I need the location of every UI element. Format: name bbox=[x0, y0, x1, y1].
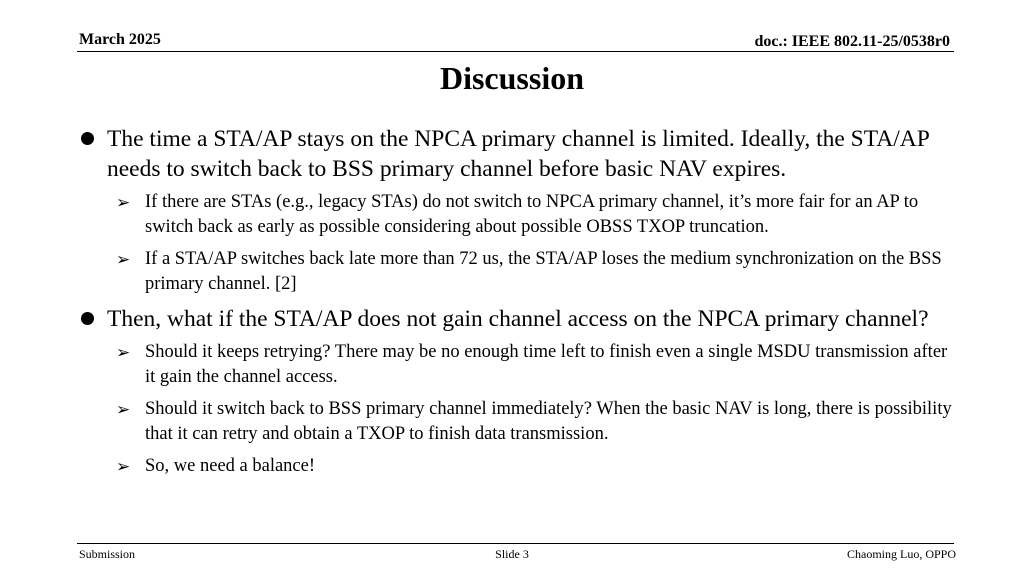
sub-bullet-item bbox=[78, 340, 958, 390]
sub-bullet-text: Should it switch back to BSS primary channel immediately? When the basic NAV is long, there is possibility that it can retry and obtain a TXOP to finish data transmission. bbox=[145, 399, 952, 444]
arrow-bullet-icon: ➢ bbox=[116, 400, 131, 419]
sub-bullet-text: Should it keeps retrying? There may be no enough time left to finish even a single MSDU transmission after it gain the channel access. bbox=[145, 342, 948, 387]
footer-divider bbox=[77, 543, 954, 544]
filled-circle-bullet-icon bbox=[81, 312, 94, 325]
sub-bullet-item bbox=[78, 454, 958, 479]
sub-bullet-item bbox=[78, 397, 958, 447]
filled-circle-bullet-icon bbox=[81, 132, 94, 145]
bullet-text: Then, what if the STA/AP does not gain channel access on the NPCA primary channel? bbox=[107, 306, 929, 332]
sub-bullet-item bbox=[78, 247, 958, 297]
footer-slide-number: Slide 3 bbox=[495, 547, 529, 561]
slide-content bbox=[78, 124, 958, 486]
footer-author: Chaoming Luo, OPPO bbox=[846, 547, 956, 561]
bullet-text: The time a STA/AP stays on the NPCA primary channel is limited. Ideally, the STA/AP needs to switch back to BSS primary channel before basic NAV expires. bbox=[107, 126, 929, 182]
sub-bullet-item bbox=[78, 190, 958, 240]
sub-bullet-text: If there are STAs (e.g., legacy STAs) do not switch to NPCA primary channel, it’s more fair for an AP to switch back as early as possible considering about possible OBSS TXOP truncation. bbox=[145, 192, 919, 237]
bullet-item bbox=[78, 304, 958, 334]
header-doc-id: doc.: IEEE 802.11-25/0538r0 bbox=[754, 33, 950, 50]
header-divider bbox=[77, 51, 954, 52]
header-date: March 2025 bbox=[79, 31, 161, 48]
arrow-bullet-icon: ➢ bbox=[116, 457, 131, 476]
sub-bullet-text: So, we need a balance! bbox=[145, 456, 316, 476]
slide-title: Discussion bbox=[439, 60, 585, 96]
arrow-bullet-icon: ➢ bbox=[116, 343, 131, 362]
arrow-bullet-icon: ➢ bbox=[116, 250, 131, 269]
arrow-bullet-icon: ➢ bbox=[116, 193, 131, 212]
sub-bullet-text: If a STA/AP switches back late more than 72 us, the STA/AP loses the medium synchronization on the BSS primary channel. [2] bbox=[145, 249, 942, 294]
bullet-item bbox=[78, 124, 958, 184]
footer-submission: Submission bbox=[79, 547, 136, 561]
